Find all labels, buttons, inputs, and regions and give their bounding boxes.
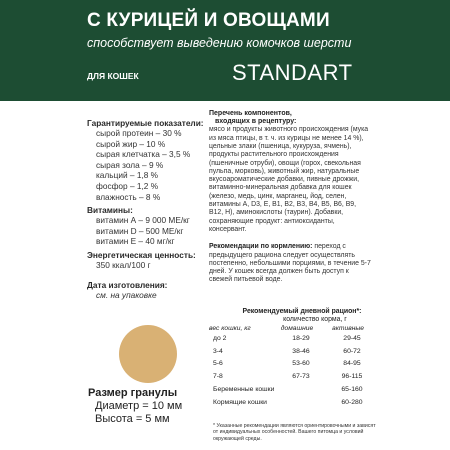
row-active: 29-45 — [343, 335, 361, 342]
table-row — [209, 371, 377, 384]
row-weight: 7-8 — [213, 373, 223, 381]
brand-logo: STANDART — [232, 60, 353, 85]
guaranteed-item: влажность – 8 % — [96, 191, 161, 202]
ration-title: Рекомендуемый дневной рацион*: — [242, 308, 362, 315]
vitamins-title: Витамины: — [87, 205, 133, 216]
col-weight: вес кошки, кг — [209, 325, 251, 332]
vitamin-item: витамин А – 9 000 МЕ/кг — [96, 215, 190, 226]
composition-column — [209, 110, 371, 285]
table-row — [209, 384, 377, 397]
composition-text: мясо и продукты животного происхождения (мука из мяса птицы, в т. ч. из курицы не менее 14 %), цельные злаки (пшеница, кукуруза, ячмень), продукты растительного происхождения (пшеничные отруби), овощи (горох, свекольная пульпа, морковь), животный жир, натуральные вкусоароматические добавки, пивные дрожжи, витаминно-минеральная добавка для кошек (железо, медь, цинк, марганец, йод, селен, витамины А, D3, Е, В1, В2, В3, В4, В5, В6, В9, В12, Н), аминокислоты (таурин). Добавки, сохраняющие продукт: антиоксиданты, консервант. — [209, 126, 369, 233]
row-weight: до 2 — [213, 335, 227, 342]
nutrition-column — [87, 118, 202, 300]
composition-title-2: входящих в рецептуру: — [215, 118, 297, 126]
row-weight: 5-6 — [213, 360, 223, 368]
guaranteed-item: сырой протеин – 30 % — [96, 128, 182, 138]
energy-value: 350 ккал/100 г — [96, 259, 151, 270]
table-row — [209, 397, 377, 410]
guaranteed-item: сырая клетчатка – 3,5 % — [96, 149, 191, 160]
pregnant-label: Беременные кошки — [213, 385, 275, 393]
vitamin-item: витамин D – 500 МЕ/кг — [96, 225, 184, 236]
product-subtitle: способствует выведению комочков шерсти — [87, 36, 352, 50]
footnote: * Указанные рекомендации являются ориентировочными и зависят от индивидуальных особенностей. Вашего питомца и условий окружающей среды. — [213, 423, 376, 442]
row-weight: 3-4 — [213, 347, 223, 355]
row-home: 67-73 — [292, 373, 310, 381]
recommendation-label: Рекомендации по кормлению: — [209, 243, 313, 251]
table-row — [209, 333, 377, 346]
table-row — [209, 358, 377, 371]
ration-subtitle: количество корма, г — [283, 316, 347, 323]
col-home: домашние — [280, 325, 314, 332]
energy-title: Энергетическая ценность: — [87, 249, 196, 260]
product-title: С КУРИЦЕЙ И ОВОЩАМИ — [87, 10, 330, 31]
composition-title: Перечень компонентов, — [209, 110, 292, 117]
ration-table — [209, 308, 377, 409]
granule-height: Высота = 5 мм — [95, 413, 170, 425]
nursing-label: Кормящие кошки — [213, 398, 267, 406]
row-active: 60-72 — [343, 347, 361, 355]
guaranteed-item: фосфор – 1,2 % — [96, 180, 159, 191]
granule-image — [119, 325, 177, 383]
row-home: 18-29 — [292, 335, 310, 342]
nursing-value: 60-280 — [341, 398, 363, 406]
col-active: активные — [331, 325, 365, 332]
row-active: 96-115 — [341, 373, 363, 381]
pregnant-value: 65-160 — [341, 385, 363, 393]
recommendation-text: переход с предыдущего рациона следует осуществлять постепенно, небольшими порциями, в течение 5-7 дней. У кошек всегда должен быть доступ к свежей питьевой воде. — [209, 243, 371, 284]
vitamin-item: витамин Е – 40 мг/кг — [96, 236, 175, 247]
granule-size — [88, 387, 182, 426]
granule-size-title: Размер гранулы — [88, 387, 178, 399]
guaranteed-item: сырая зола – 9 % — [96, 159, 164, 170]
guaranteed-item: сырой жир – 10 % — [96, 138, 166, 149]
row-active: 84-95 — [343, 360, 361, 368]
table-header — [209, 325, 377, 333]
header-banner — [0, 0, 450, 101]
table-row — [209, 346, 377, 359]
row-home: 38-46 — [292, 347, 310, 355]
guaranteed-item: кальций – 1,8 % — [96, 170, 159, 181]
guaranteed-title: Гарантируемые показатели: — [87, 118, 204, 128]
feeding-recommendation — [209, 243, 371, 284]
row-home: 53-60 — [292, 360, 310, 368]
granule-diameter: Диаметр = 10 мм — [95, 400, 183, 412]
manufacture-value: см. на упаковке — [96, 289, 157, 300]
product-category: ДЛЯ КОШЕК — [87, 71, 139, 81]
manufacture-title: Дата изготовления: — [87, 279, 168, 290]
